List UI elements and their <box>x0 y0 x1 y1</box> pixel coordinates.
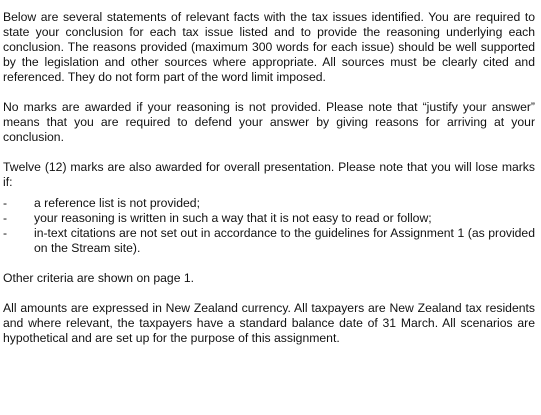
lose-marks-list <box>3 196 535 256</box>
list-item-text: a reference list is not provided; <box>34 196 200 210</box>
presentation-paragraph: Twelve (12) marks are also awarded for overall presentation. Please note that you will lose marks if: <box>3 160 535 189</box>
list-item <box>3 226 535 256</box>
amounts-paragraph: All amounts are expressed in New Zealand currency. All taxpayers are New Zealand tax residents and where relevant, the taxpayers have a standard balance date of 31 March. All scenarios are hypothetical and are set up for the purpose of this assignment. <box>3 301 535 345</box>
list-bullet: - <box>3 211 8 225</box>
list-item <box>3 196 535 211</box>
list-bullet: - <box>3 226 8 240</box>
no-marks-paragraph: No marks are awarded if your reasoning is not provided. Please note that “justify your answer” means that you are required to defend your answer by giving reasons for arriving at your conclusion. <box>3 100 535 144</box>
intro-paragraph: Below are several statements of relevant facts with the tax issues identified. You are required to state your conclusion for each tax issue listed and to provide the reasoning underlying each conclusion. The reasons provided (maximum 300 words for each issue) should be well supported by the legislation and other sources where appropriate. All sources must be clearly cited and referenced. They do not form part of the word limit imposed. <box>3 10 535 84</box>
list-item-text: your reasoning is written in such a way that it is not easy to read or follow; <box>34 211 432 225</box>
list-bullet: - <box>3 196 8 210</box>
list-item-text: in-text citations are not set out in accordance to the guidelines for Assignment 1 (as provided on the Stream site). <box>34 226 535 255</box>
list-item <box>3 211 535 226</box>
other-criteria-paragraph: Other criteria are shown on page 1. <box>3 271 195 285</box>
